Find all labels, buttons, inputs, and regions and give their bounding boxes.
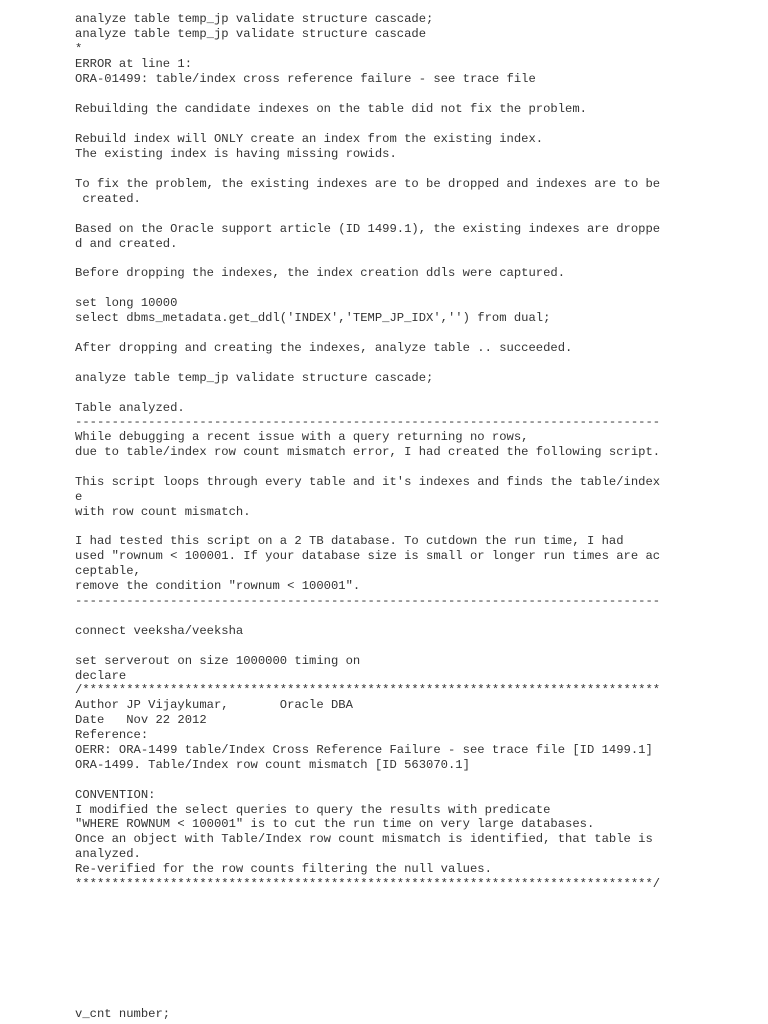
code-line: due to table/index row count mismatch error, I had created the following script. <box>75 445 661 459</box>
code-line: To fix the problem, the existing indexes are to be dropped and indexes are to be <box>75 177 661 191</box>
code-line: * <box>75 42 83 56</box>
code-line: analyze table temp_jp validate structure cascade; <box>75 371 434 385</box>
separator-line: -------------------------------------------------------------------------------- <box>75 415 661 429</box>
code-line: remove the condition "rownum < 100001". <box>75 579 361 593</box>
code-line: Rebuilding the candidate indexes on the table did not fix the problem. <box>75 102 587 116</box>
code-line: This script loops through every table and it's indexes and finds the table/index <box>75 475 661 489</box>
code-line: The existing index is having missing rowids. <box>75 147 397 161</box>
code-line: set serverout on size 1000000 timing on <box>75 654 361 668</box>
code-line: connect veeksha/veeksha <box>75 624 244 638</box>
code-line: "WHERE ROWNUM < 100001" is to cut the run time on very large databases. <box>75 817 595 831</box>
code-line: declare <box>75 669 127 683</box>
code-line: d and created. <box>75 237 178 251</box>
code-line: ORA-1499. Table/Index row count mismatch [ID 563070.1] <box>75 758 470 772</box>
separator-line: -------------------------------------------------------------------------------- <box>75 594 661 608</box>
code-line: I had tested this script on a 2 TB database. To cutdown the run time, I had <box>75 534 624 548</box>
code-line: used "rownum < 100001. If your database size is small or longer run times are ac <box>75 549 661 563</box>
code-line: Date Nov 22 2012 <box>75 713 207 727</box>
code-line: CONVENTION: <box>75 788 156 802</box>
code-line: ORA-01499: table/index cross reference failure - see trace file <box>75 72 536 86</box>
code-line: Once an object with Table/Index row count mismatch is identified, that table is <box>75 832 653 846</box>
code-line: Before dropping the indexes, the index creation ddls were captured. <box>75 266 566 280</box>
code-line: Based on the Oracle support article (ID 1499.1), the existing indexes are droppe <box>75 222 661 236</box>
code-line: select dbms_metadata.get_ddl('INDEX','TEMP_JP_IDX','') from dual; <box>75 311 551 325</box>
code-line: Author JP Vijaykumar, Oracle DBA <box>75 698 353 712</box>
code-line: Rebuild index will ONLY create an index from the existing index. <box>75 132 544 146</box>
code-line: set long 10000 <box>75 296 178 310</box>
code-line: ERROR at line 1: <box>75 57 193 71</box>
code-line: with row count mismatch. <box>75 505 251 519</box>
code-line: OERR: ORA-1499 table/Index Cross Reference Failure - see trace file [ID 1499.1] <box>75 743 653 757</box>
code-line: After dropping and creating the indexes, analyze table .. succeeded. <box>75 341 573 355</box>
code-line: analyze table temp_jp validate structure cascade <box>75 27 427 41</box>
code-line: analyzed. <box>75 847 141 861</box>
code-line: e <box>75 490 83 504</box>
code-line: created. <box>75 192 141 206</box>
code-line: Re-verified for the row counts filtering the null values. <box>75 862 492 876</box>
comment-border-line: /******************************************************************************* <box>75 683 661 697</box>
code-line: Reference: <box>75 728 149 742</box>
code-line: v_cnt number; <box>75 1007 171 1021</box>
code-line: analyze table temp_jp validate structure cascade; <box>75 12 434 26</box>
code-line: While debugging a recent issue with a query returning no rows, <box>75 430 529 444</box>
comment-border-line: *******************************************************************************/ <box>75 877 661 891</box>
code-line: I modified the select queries to query the results with predicate <box>75 803 551 817</box>
code-line: Table analyzed. <box>75 401 185 415</box>
code-line: ceptable, <box>75 564 141 578</box>
